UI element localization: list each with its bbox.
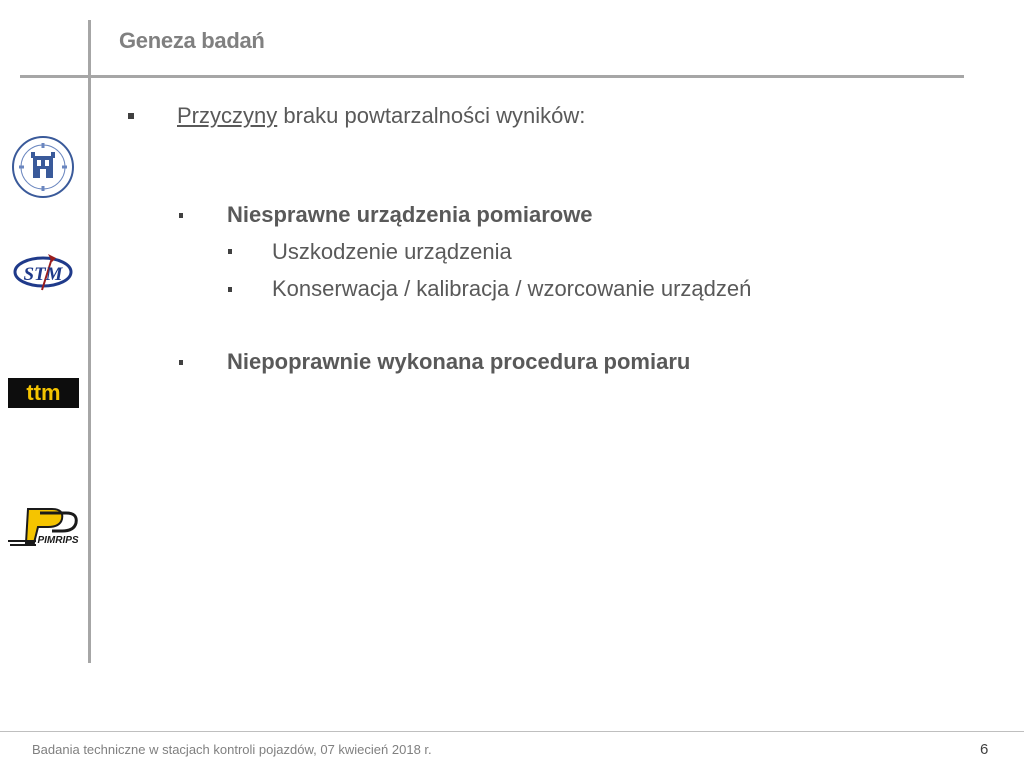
bullet-icon bbox=[179, 360, 183, 365]
bullet-icon bbox=[228, 249, 232, 254]
vertical-rule bbox=[88, 20, 91, 663]
stm-logo bbox=[12, 250, 74, 294]
horizontal-rule bbox=[20, 75, 964, 78]
stm-logo-text: STM bbox=[23, 264, 63, 285]
ttm-logo-text: ttm bbox=[26, 380, 61, 405]
pimrips-logo bbox=[6, 505, 82, 549]
footer-rule bbox=[0, 731, 1024, 732]
pimrips-logo-text: PIMRIPS bbox=[37, 535, 79, 546]
ttm-logo bbox=[8, 378, 79, 408]
list-item: Niepoprawnie wykonana procedura pomiaru bbox=[227, 349, 691, 374]
intro-rest: braku powtarzalności wyników: bbox=[277, 103, 586, 128]
bullet-icon bbox=[228, 287, 232, 292]
bullet-icon bbox=[179, 213, 183, 218]
intro-underlined: Przyczyny bbox=[177, 103, 278, 128]
sub-list-item: Uszkodzenie urządzenia bbox=[272, 239, 512, 264]
page-number: 6 bbox=[980, 741, 989, 758]
sub-list-item: Konserwacja / kalibracja / wzorcowanie urządzeń bbox=[272, 276, 752, 301]
slide-title: Geneza badań bbox=[119, 28, 265, 53]
list-item: Niesprawne urządzenia pomiarowe bbox=[227, 202, 593, 227]
footer-text: Badania techniczne w stacjach kontroli pojazdów, 07 kwiecień 2018 r. bbox=[32, 742, 432, 757]
university-seal-logo bbox=[11, 135, 75, 199]
bullet-icon bbox=[128, 113, 134, 119]
intro-line bbox=[177, 103, 585, 129]
